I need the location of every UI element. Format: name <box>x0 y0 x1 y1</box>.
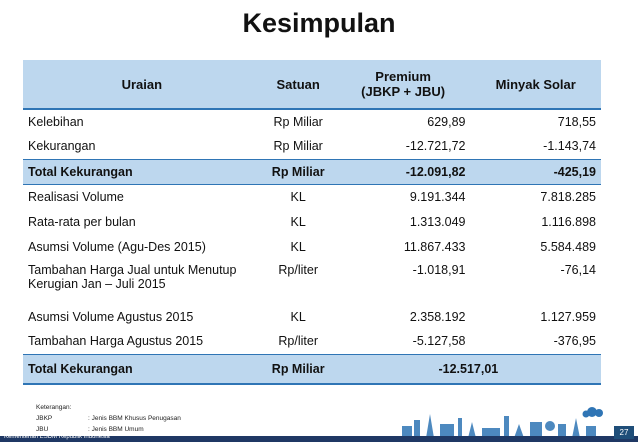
table-row-final-total <box>23 354 601 384</box>
cell-solar: 718,55 <box>557 115 596 129</box>
cell-uraian: Tambahan Harga Agustus 2015 <box>28 334 204 349</box>
footnotes <box>36 402 181 435</box>
cell-uraian: Kelebihan <box>28 115 84 129</box>
table-header-row <box>23 60 601 109</box>
table-row <box>23 329 601 354</box>
cell-solar: 5.584.489 <box>540 239 596 254</box>
cell-premium: -1.018,91 <box>412 263 466 277</box>
footnote-heading: Keterangan: <box>36 404 72 411</box>
cell-uraian: Asumsi Volume Agustus 2015 <box>28 309 194 324</box>
energy-skyline-decoration <box>400 404 610 438</box>
cell-premium: 9.191.344 <box>409 189 466 204</box>
cell-satuan: Rp Miliar <box>273 139 323 154</box>
cell-solar: -1.143,74 <box>543 139 596 154</box>
cell-solar: 1.127.959 <box>540 309 596 324</box>
footnote-key: JBKP <box>36 415 53 422</box>
cell-solar: -76,14 <box>560 263 596 277</box>
cell-satuan: Rp/liter <box>278 263 318 277</box>
cell-uraian: Total Kekurangan <box>23 354 261 384</box>
table-row <box>23 184 601 209</box>
table-row <box>23 134 601 159</box>
cell-uraian: Asumsi Volume (Agu-Des 2015) <box>28 239 206 254</box>
footer-organization: Kementerian ESDM Republik Indonesia <box>4 434 110 440</box>
cell-premium: 11.867.433 <box>403 239 466 254</box>
table-row <box>23 209 601 234</box>
cell-total-value: -12.517,01 <box>336 354 601 384</box>
cell-solar: -376,95 <box>553 334 596 349</box>
cell-premium: 629,89 <box>427 115 466 129</box>
footnote-value: : Jenis BBM Umum <box>88 426 144 433</box>
footnote-key: JBU <box>36 426 49 433</box>
cell-premium: -12.721,72 <box>405 139 466 154</box>
cell-solar: 7.818.285 <box>540 189 596 204</box>
header-premium <box>336 60 471 109</box>
cell-satuan: Rp Miliar <box>261 354 336 384</box>
cell-uraian: Total Kekurangan <box>23 159 261 184</box>
cell-premium: -12.091,82 <box>336 159 471 184</box>
slide-title: Kesimpulan <box>242 8 396 38</box>
header-minyak-solar: Minyak Solar <box>470 60 601 109</box>
cell-satuan: KL <box>290 239 306 254</box>
cell-uraian <box>23 259 261 304</box>
header-uraian: Uraian <box>23 60 261 109</box>
table-row <box>23 259 601 304</box>
cell-satuan: Rp/liter <box>278 334 318 349</box>
cell-uraian: Kekurangan <box>28 139 96 154</box>
cell-uraian: Rata-rata per bulan <box>28 214 136 229</box>
cell-uraian-line2: Kerugian Jan – Juli 2015 <box>28 277 166 291</box>
page-number: 27 <box>614 426 634 439</box>
cell-uraian-line1: Tambahan Harga Jual untuk Menutup <box>28 263 237 277</box>
cloud-icon <box>583 407 604 418</box>
header-satuan: Satuan <box>261 60 336 109</box>
table-row-total <box>23 159 601 184</box>
cell-solar: -425,19 <box>470 159 601 184</box>
header-premium-line1: Premium <box>375 69 431 84</box>
cell-solar: 1.116.898 <box>541 214 596 229</box>
cell-satuan: KL <box>290 214 306 229</box>
cell-satuan: Rp Miliar <box>261 159 336 184</box>
header-premium-line2: (JBKP + JBU) <box>361 84 446 99</box>
cell-premium: -5.127,58 <box>412 334 466 349</box>
cell-premium: 1.313.049 <box>409 214 466 229</box>
cell-satuan: Rp Miliar <box>273 115 323 129</box>
table-row <box>23 234 601 259</box>
cell-satuan: KL <box>290 189 306 204</box>
footnote-item <box>36 413 181 424</box>
cell-premium: 2.358.192 <box>409 309 466 324</box>
table-row <box>23 304 601 329</box>
cell-uraian: Realisasi Volume <box>28 189 124 204</box>
table-row <box>23 109 601 134</box>
footnote-value: : Jenis BBM Khusus Penugasan <box>88 415 181 422</box>
summary-table <box>23 60 601 385</box>
cell-satuan: KL <box>290 309 306 324</box>
